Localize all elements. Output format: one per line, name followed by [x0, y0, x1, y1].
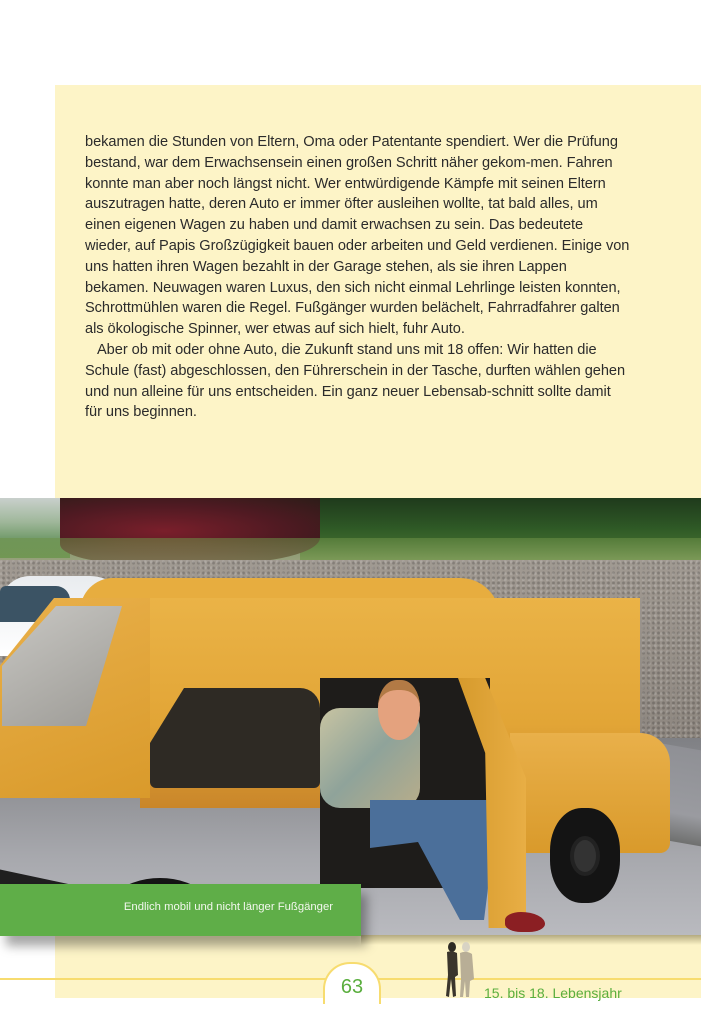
page-number: 63 — [340, 976, 364, 998]
paragraph-1: bekamen die Stunden von Eltern, Oma oder Patentante spendiert. Wer die Prüfung bestand, war dem Erwachsensein einen großen Schritt näher gekom-men. Fahren konnte man aber noch längst nicht. Wer entwürdigende Kämpfe mit seinen Eltern auszutragen hatte, deren Auto er immer öfter ausleihen wollte, tat bald alles, um einen eigenen Wagen zu haben und damit erwachsen zu sein. Das bedeutete wieder, auf Papis Großzügigkeit bauen oder arbeiten und Geld verdienen. Einige von uns hatten ihren Wagen bezahlt in der Garage stehen, als sie ihren Lappen bekamen. Neuwagen waren Luxus, den sich nicht einmal Lehrlinge leisten konnten, Schrottmühlen waren die Regel. Fußgänger wurden belächelt, Fahrradfahrer galten als ökologische Spinner, wer etwas auf sich hielt, fuhr Auto. — [85, 134, 630, 338]
car-photo — [0, 498, 701, 935]
walking-couple-icon — [443, 941, 479, 999]
paragraph-2: Aber ob mit oder ohne Auto, die Zukunft stand uns mit 18 offen: Wir hatten die Schule (fast) abgeschlossen, den Führerschein in der Tasche, durften wählen gehen und nun alleine für uns entscheiden. Ein ganz neuer Lebensab-schnitt sollte damit für uns beginnen. — [85, 341, 626, 421]
photo-caption-box — [0, 884, 361, 936]
photo-caption: Endlich mobil und nicht länger Fußgänger — [123, 901, 333, 913]
photo-yellow-car — [0, 578, 680, 848]
photo-shadow — [361, 935, 701, 945]
section-label: 15. bis 18. Lebensjahr — [484, 985, 622, 1001]
article-body — [85, 132, 630, 423]
